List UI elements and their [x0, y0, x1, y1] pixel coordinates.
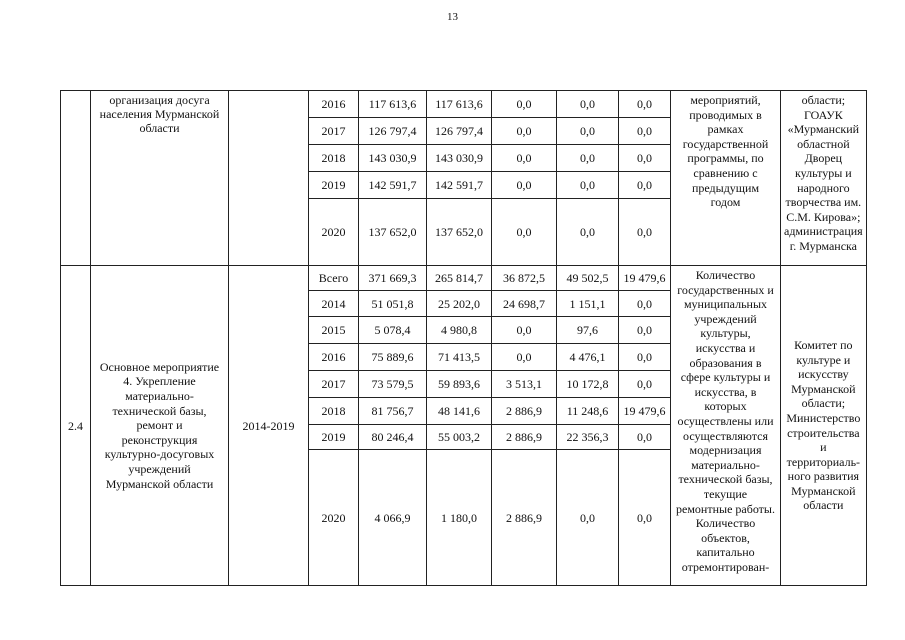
value-cell: 0,0 — [619, 344, 671, 371]
value-cell: 126 797,4 — [427, 118, 492, 145]
value-cell: 137 652,0 — [359, 199, 427, 266]
value-cell: 51 051,8 — [359, 291, 427, 317]
year-cell: 2015 — [309, 317, 359, 344]
year-cell: 2020 — [309, 199, 359, 266]
value-cell: 0,0 — [557, 172, 619, 199]
value-cell: 0,0 — [492, 317, 557, 344]
year-cell: 2016 — [309, 91, 359, 118]
year-cell: 2017 — [309, 371, 359, 398]
value-cell: 371 669,3 — [359, 266, 427, 291]
value-cell: 97,6 — [557, 317, 619, 344]
value-cell: 265 814,7 — [427, 266, 492, 291]
executor-top: области; ГОАУК «Мурманский областной Дворец культуры и народного творчества им. С.М. Кирова»; администрация г. Мурманска — [781, 91, 867, 266]
value-cell: 0,0 — [492, 199, 557, 266]
value-cell: 3 513,1 — [492, 371, 557, 398]
value-cell: 4 980,8 — [427, 317, 492, 344]
value-cell: 2 886,9 — [492, 398, 557, 425]
value-cell: 0,0 — [492, 172, 557, 199]
value-cell: 0,0 — [619, 291, 671, 317]
value-cell: 0,0 — [619, 91, 671, 118]
value-cell: 143 030,9 — [427, 145, 492, 172]
value-cell: 24 698,7 — [492, 291, 557, 317]
value-cell: 59 893,6 — [427, 371, 492, 398]
value-cell: 73 579,5 — [359, 371, 427, 398]
value-cell: 1 151,1 — [557, 291, 619, 317]
value-cell: 142 591,7 — [427, 172, 492, 199]
value-cell: 0,0 — [492, 118, 557, 145]
value-cell: 0,0 — [619, 118, 671, 145]
year-cell: 2014 — [309, 291, 359, 317]
value-cell: 0,0 — [492, 145, 557, 172]
year-cell: 2019 — [309, 172, 359, 199]
value-cell: 0,0 — [492, 91, 557, 118]
value-cell: 36 872,5 — [492, 266, 557, 291]
program-table — [60, 90, 867, 586]
value-cell: 0,0 — [557, 450, 619, 586]
value-cell: 0,0 — [619, 425, 671, 450]
indicator-top: мероприятий, проводимых в рамках государственной программы, по сравнению с предыдущим годом — [671, 91, 781, 266]
value-cell: 143 030,9 — [359, 145, 427, 172]
value-cell: 5 078,4 — [359, 317, 427, 344]
measure-title-top: организация досуга населения Мурманской области — [91, 91, 229, 266]
period-cell-empty — [229, 91, 309, 266]
value-cell: 49 502,5 — [557, 266, 619, 291]
value-cell: 0,0 — [557, 145, 619, 172]
table-row — [61, 91, 867, 118]
value-cell: 1 180,0 — [427, 450, 492, 586]
value-cell: 2 886,9 — [492, 425, 557, 450]
year-cell: 2016 — [309, 344, 359, 371]
measure-title: Основное мероприятие 4. Укрепление материально- технической базы, ремонт и реконструкция культурно-досуговых учреждений Мурманской области — [91, 266, 229, 586]
period-cell: 2014-2019 — [229, 266, 309, 586]
value-cell: 0,0 — [557, 199, 619, 266]
value-cell: 0,0 — [557, 91, 619, 118]
year-cell: 2019 — [309, 425, 359, 450]
indicator-cell: Количество государственных и муниципальных учреждений культуры, искусства и образования в сфере культуры и искусства, в которых осуществлены или осуществляются модернизация материально- технической базы, текущие ремонтные работы. Количество объектов, капитально отремонтирован- — [671, 266, 781, 586]
value-cell: 2 886,9 — [492, 450, 557, 586]
value-cell: 0,0 — [619, 145, 671, 172]
value-cell: 0,0 — [619, 450, 671, 586]
index-cell-empty — [61, 91, 91, 266]
year-cell: 2018 — [309, 398, 359, 425]
value-cell: 117 613,6 — [359, 91, 427, 118]
value-cell: 0,0 — [619, 371, 671, 398]
value-cell: 71 413,5 — [427, 344, 492, 371]
value-cell: 0,0 — [492, 344, 557, 371]
value-cell: 19 479,6 — [619, 398, 671, 425]
page-number: 13 — [447, 11, 458, 23]
value-cell: 137 652,0 — [427, 199, 492, 266]
measure-index: 2.4 — [61, 266, 91, 586]
value-cell: 142 591,7 — [359, 172, 427, 199]
value-cell: 0,0 — [619, 199, 671, 266]
value-cell: 117 613,6 — [427, 91, 492, 118]
value-cell: 0,0 — [619, 172, 671, 199]
value-cell: 0,0 — [619, 317, 671, 344]
value-cell: 11 248,6 — [557, 398, 619, 425]
value-cell: 10 172,8 — [557, 371, 619, 398]
value-cell: 81 756,7 — [359, 398, 427, 425]
value-cell: 80 246,4 — [359, 425, 427, 450]
value-cell: 55 003,2 — [427, 425, 492, 450]
year-cell: 2017 — [309, 118, 359, 145]
year-cell: 2018 — [309, 145, 359, 172]
value-cell: 22 356,3 — [557, 425, 619, 450]
year-cell: 2020 — [309, 450, 359, 586]
value-cell: 0,0 — [557, 118, 619, 145]
executor-cell: Комитет по культуре и искусству Мурманской области; Министерство строительства и территориаль- ного развития Мурманской области — [781, 266, 867, 586]
table-row — [61, 266, 867, 291]
value-cell: 126 797,4 — [359, 118, 427, 145]
value-cell: 4 476,1 — [557, 344, 619, 371]
value-cell: 4 066,9 — [359, 450, 427, 586]
value-cell: 19 479,6 — [619, 266, 671, 291]
value-cell: 48 141,6 — [427, 398, 492, 425]
year-cell: Всего — [309, 266, 359, 291]
value-cell: 25 202,0 — [427, 291, 492, 317]
value-cell: 75 889,6 — [359, 344, 427, 371]
